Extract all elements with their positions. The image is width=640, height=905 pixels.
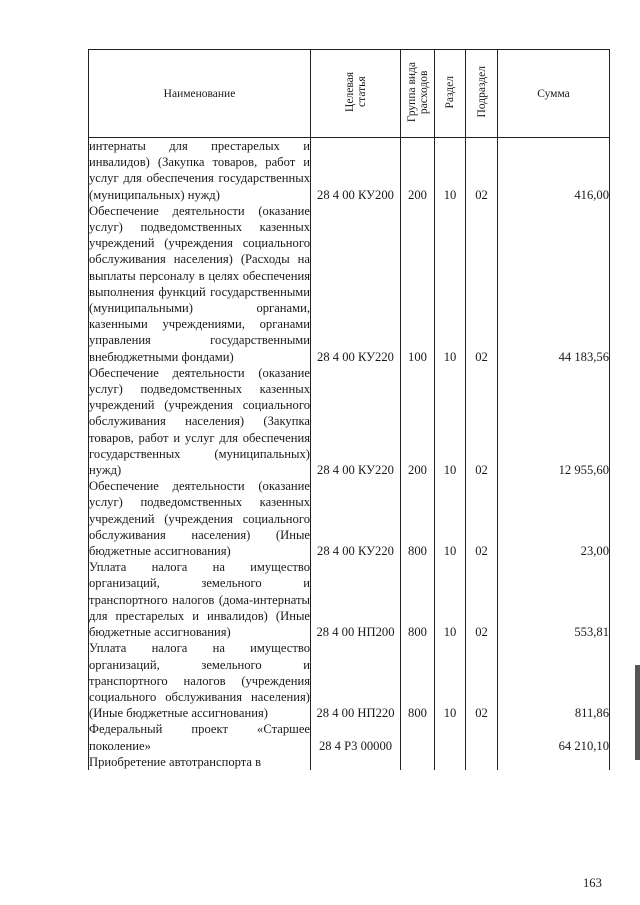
header-row: [89, 50, 610, 138]
header-code-label: [344, 72, 368, 112]
row-name: Обеспечение деятельности (оказание услуг) подведомственных казенных учреждений (учреждения социального обслуживания населения) (Иные бюджетные ассигнования): [89, 479, 310, 559]
row-subsection: 02: [466, 559, 498, 640]
row-subsection: 02: [466, 138, 498, 203]
budget-table: [88, 49, 610, 770]
row-name: Уплата налога на имущество организаций, земельного и транспортного налогов (дома-интернаты для престарелых и инвалидов) (Иные бюджетные ассигнования): [89, 560, 310, 640]
row-section: 10: [435, 138, 466, 203]
row-sum: 12 955,60: [498, 365, 610, 478]
header-code: [311, 50, 401, 138]
row-code: 28 4 00 КУ220: [311, 478, 401, 559]
header-code-line2: статья: [355, 76, 368, 108]
row-section: [435, 721, 466, 753]
row-code: 28 4 00 КУ200: [311, 138, 401, 203]
row-code: [311, 754, 401, 770]
row-group: 800: [401, 478, 435, 559]
row-sum: 553,81: [498, 559, 610, 640]
row-code: 28 4 00 КУ220: [311, 365, 401, 478]
row-group: [401, 754, 435, 770]
row-group: 800: [401, 559, 435, 640]
table-row: [89, 203, 610, 365]
row-sum: 44 183,56: [498, 203, 610, 365]
row-sum: 64 210,10: [498, 721, 610, 753]
header-sum: [498, 50, 610, 138]
row-name: Обеспечение деятельности (оказание услуг) подведомственных казенных учреждений (учреждения социального обслуживания населения) (Расходы на выплаты персоналу в целях обеспечения выполнения функций государственными (муниципальными) органами, казенными учреждениями, органами управления государственными внебюджетными фондами): [89, 203, 310, 364]
row-subsection: 02: [466, 640, 498, 721]
row-subsection: 02: [466, 203, 498, 365]
header-sum-label: Сумма: [537, 87, 570, 100]
scan-edge-mark: [635, 665, 640, 760]
table-row: [89, 754, 610, 770]
row-sum: 23,00: [498, 478, 610, 559]
row-sum: 811,86: [498, 640, 610, 721]
row-code: 28 4 00 НП200: [311, 559, 401, 640]
row-sum: 416,00: [498, 138, 610, 203]
header-group-line1: Группа вида: [405, 61, 418, 123]
header-section-label: Раздел: [444, 75, 456, 109]
header-section: [435, 50, 466, 138]
table-row: [89, 365, 610, 478]
table-row: [89, 559, 610, 640]
row-name: Обеспечение деятельности (оказание услуг) подведомственных казенных учреждений (учреждения социального обслуживания населения) (Закупка товаров, работ и услуг для обеспечения государственных (муниципальных) нужд): [89, 365, 310, 478]
row-section: 10: [435, 640, 466, 721]
row-name: Уплата налога на имущество организаций, земельного и транспортного налогов (учреждения социального обслуживания населения) (Иные бюджетные ассигнования): [89, 641, 310, 721]
row-group: 100: [401, 203, 435, 365]
row-name: Приобретение автотранспорта в: [89, 754, 311, 770]
header-name: [89, 50, 311, 138]
row-subsection: [466, 721, 498, 753]
row-subsection: [466, 754, 498, 770]
table-row: [89, 721, 610, 753]
row-group: 800: [401, 640, 435, 721]
row-subsection: 02: [466, 365, 498, 478]
row-name: Федеральный проект «Старшее поколение»: [89, 722, 310, 753]
row-group: 200: [401, 138, 435, 203]
row-group: [401, 721, 435, 753]
row-section: [435, 754, 466, 770]
row-code: 28 4 00 НП220: [311, 640, 401, 721]
row-section: 10: [435, 203, 466, 365]
row-section: 10: [435, 559, 466, 640]
header-subsection-label: Подраздел: [475, 66, 488, 118]
page-number: 163: [583, 876, 602, 890]
header-code-line1: Целевая: [343, 72, 356, 112]
row-code: 28 4 Р3 00000: [311, 721, 401, 753]
row-section: 10: [435, 478, 466, 559]
header-group-label: [406, 62, 430, 122]
row-name: интернаты для престарелых и инвалидов) (Закупка товаров, работ и услуг для обеспечения государственных (муниципальных) нужд): [89, 139, 310, 202]
header-group: [401, 50, 435, 138]
header-name-label: Наименование: [163, 87, 236, 100]
row-group: 200: [401, 365, 435, 478]
table-row: [89, 640, 610, 721]
table-row: [89, 478, 610, 559]
row-subsection: 02: [466, 478, 498, 559]
row-code: 28 4 00 КУ220: [311, 203, 401, 365]
row-sum: [498, 754, 610, 770]
header-subsection: [466, 50, 498, 138]
table-row: [89, 138, 610, 203]
header-group-line2: расходов: [417, 70, 430, 114]
row-section: 10: [435, 365, 466, 478]
